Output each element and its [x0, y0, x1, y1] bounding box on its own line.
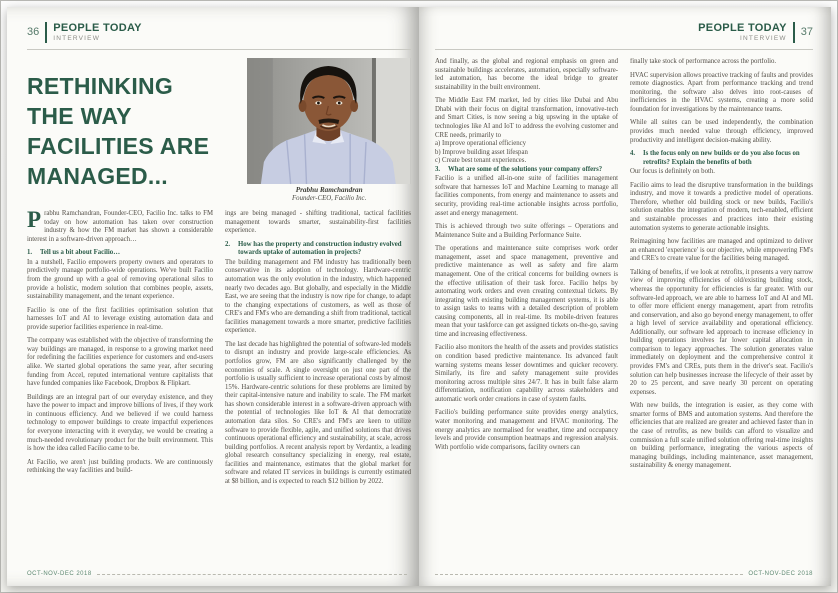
paragraph: While all suites can be used independently, the combination provides much needed value through efficiency, improved productivity and intelligent decision-making ability.: [630, 119, 813, 144]
left-page-header: [27, 17, 411, 47]
paragraph: At Facilio, we aren't just building products. We are continuously rethinking the way facilities and build-: [27, 458, 213, 475]
title-line: MANAGED...: [27, 162, 168, 189]
right-page-body: [435, 58, 813, 558]
paragraph: The Middle East FM market, led by cities like Dubai and Abu Dhabi with their focus on digital transformation, innovative-tech and Smart Cities, is now seeing a big upswing in the uptake of technologies like AI and IoT to address the evolving customer and CRE needs, primarily to: [435, 97, 618, 139]
footer-rule: [97, 574, 407, 575]
paragraph: The operations and maintenance suite comprises work order management, asset and space management, preventive and predictive maintenance as well as safety and fire alarm management. One of the critical concerns for building owners is the effective utilisation of their task force. Facilio helps by automating work orders and even creating contextual tickets. By integrating with existing building management systems, it is able to assign tasks to teams with a detailed description of problem causing components, all in real-time. Its mobile-driven features mean that your taskforce can get assigned tickets on-the-go, saving time and increasing effectiveness.: [435, 245, 618, 338]
magazine-name: PEOPLE TODAY: [53, 22, 142, 34]
header-divider: [793, 22, 795, 43]
issue-date: OCT-NOV-DEC 2018: [27, 571, 92, 577]
masthead: [698, 22, 787, 42]
paragraph: The last decade has highlighted the potential of software-led models to disrupt an industry and provide large-scale efficiencies. As portfolios grow, FM are also significantly challenged by the economies of scale. A single oversight on just one part of the portfolio is usually sufficient to increase operational costs by almost 15%. Hardware-centric solutions for these problems are limited by their capital-intensive nature and inability to scale. The FM market has shown considerable interest in a software-driven approach with the potential of technologies like IoT & AI that democratize automation data silos. So CRE's and FM's are keen to utilize software to provide flexible, agile, and unified solutions that drives continuous operational efficiency and sustainability, at scale, across building portfolios. A recent analysis report by Verdantix, a leading global research consultancy specializing in energy, real estate, facilities and maintenance, estimates that the global market for software and related IT services in buildings is currently estimated at $8 billion, and is expected to reach $12 billion by 2022.: [225, 340, 411, 485]
paragraph: Facilio is one of the first facilities optimisation solution that harnesses IoT and AI to leverage existing automation data and provide superior facilities experience in real-time.: [27, 306, 213, 331]
issue-date: OCT-NOV-DEC 2018: [748, 571, 813, 577]
text-column: [225, 210, 411, 486]
question-number: 1.: [27, 249, 33, 257]
paragraph: Facilio aims to lead the disruptive transformation in the buildings industry, and move it towards a predictive model of operations. Therefore, whether old building stock or new builds, Facilio's solution enables the integration of modern, tech-enabled, efficient and sustainable processes and practices into their existing automation systems to generate actionable insights.: [630, 181, 813, 232]
paragraph: Reimagining how facilities are managed and optimized to deliver an enhanced 'experience' is our objective, while empowering FM's and CRE's to create value for the facilities being managed.: [630, 238, 813, 263]
paragraph: In a nutshell, Facilio empowers property owners and operators to predictively manage portfolio-wide operations. We've built Facilio from the ground up with a goal of removing operational silos to provide a holistic, modern solution that combines people, assets, sustainability management, and the tenant experience.: [27, 258, 213, 301]
paragraph: With new builds, the integration is easier, as they come with smarter forms of BMS and automation systems. And therefore the efficiencies that are realized are greater and achieved faster than in the case of retrofits, as new builds can afford to visualize and commission a full scale unified solution offering real-time insights on building performance, integrating the various aspects of managing buildings, including maintenance, asset management, sustainability & energy management.: [630, 402, 813, 470]
paragraph: Facilio is a unified all-in-one suite of facilities management software that harnesses IoT and Machine Learning to manage all facilities components, from energy and maintenance to assets and security, providing real-time actionable insights across portfolio, asset and energy management.: [435, 175, 618, 217]
question-text: Is the focus only on new builds or do you also focus on retrofits? Explain the benefits of both: [643, 150, 800, 166]
intro-paragraph: Prabhu Ramchandran, Founder-CEO, Facilio Inc. talks to FM today on how automation has taken over construction industry & how the FM market has shown a considerable interest in a software-driven approach…: [27, 207, 213, 243]
text-column: [435, 58, 618, 452]
photo-caption-name: Prabhu Ramchandran: [295, 186, 363, 194]
photo-caption-role: Founder-CEO, Facilio Inc.: [292, 195, 367, 203]
paragraph: ings are being managed - shifting traditional, tactical facilities management towards smarter, sustainability-first facilities experience.: [225, 210, 411, 235]
paragraph: Talking of benefits, if we look at retrofits, it presents a very narrow view of improving efficiencies of old/existing building stock, whereas the opportunity for efficiencies is far greater. With our software-led approach, we are able to harness IoT and AI and ML to offer more efficient energy management, apart from retrofits and conservation, and also go beyond energy management, to offer a high level of service availability and operational efficiency. Additionally, our software led approach to increase efficiency in building operations involves far lower capital allocation in comparison to legacy approaches. The solution generates value immediately on deployment and the comprehensive control it provides FM's and CREs, puts them in the driver's seat. Facilio's solution can help businesses increase the lifecycle of their asset by 20 to 25 percent, and save nearly 30 percent on operating expenses.: [630, 268, 813, 396]
masthead: [53, 22, 142, 42]
question-heading: [435, 166, 618, 175]
left-page-footer: [27, 571, 407, 577]
title-block: [27, 58, 213, 210]
paragraph: The company was established with the objective of transforming the way buildings are managed, in response to a growing market need for redefining the facilities experience for customers and end-users alike. We started global operations the same year, after securing funding from Accel, reputed international venture capitalists that have funded companies like Facebook, Dropbox & Flipkart.: [27, 337, 213, 388]
question-number: 3.: [435, 165, 441, 173]
paragraph: finally take stock of performance across the portfolio.: [630, 58, 777, 65]
right-column-1: [435, 58, 618, 558]
question-number: 4.: [630, 150, 636, 158]
right-page-number: 37: [800, 26, 813, 38]
left-page-body: [27, 58, 411, 558]
header-rule: [27, 49, 411, 50]
question-number: 2.: [225, 240, 231, 248]
article-title: [27, 72, 213, 192]
title-line: THE WAY: [27, 102, 132, 129]
paragraph: Facilio also monitors the health of the assets and provides statistics on condition based predictive maintenance. Its advanced fault warning systems means lesser downtimes and quicker recovery. Similarly, its fire and safety management suite provides monitoring across multiple sites 24/7. It has in built false alarm differentiation, notification capability across stakeholders and automatic work order creations in case of system faults.: [435, 344, 618, 403]
text-column: [27, 207, 213, 476]
list-item: b) Improve building asset lifespan: [435, 148, 528, 156]
paragraph: Facilio's building performance suite provides energy analytics, water monitoring and management and HVAC monitoring. The energy analytics are normalised for weather, time and occupancy levels and provide consumption heatmaps and regression analysis. With portfolio wide comparisons, facility owners can: [435, 409, 618, 451]
paragraph: This is achieved through two suite offerings – Operations and Maintenance Suite and a Building Performance Suite.: [435, 223, 618, 239]
right-column-2: [630, 58, 813, 558]
portrait-figure: [225, 58, 411, 210]
paragraph: The building management and FM industry has traditionally been conservative in its adoption of technology. Hardware-centric automation was the only evolution in the industry, which happened nearly two decades ago. But globally, and especially in the Middle East, we are seeing that the industry is now ripe for change, to adapt to the changing expectations of customers, as well as those of CRE's and FM's who are demanding a shift from traditional, tactical facilities management towards a more smarter, predictive facilities experience.: [225, 258, 411, 335]
right-page-footer: [435, 571, 813, 577]
paragraph: Our focus is definitely on both.: [630, 168, 715, 176]
footer-rule: [435, 574, 743, 575]
drop-cap: P: [27, 207, 42, 232]
question-heading: [27, 249, 213, 258]
header-divider: [45, 22, 47, 43]
page-37: [419, 7, 831, 586]
left-column-2: [225, 58, 411, 558]
paragraph: Buildings are an integral part of our everyday existence, and they have the power to impact and improve billions of lives, if they work in continuous efficiency. And we believed if we could harness technology to empower buildings to create impactful experiences for everyone interacting with it everyday, we would be creating a much-needed revolutionary product for the built environment. This is how the idea called Facilio came to be.: [27, 393, 213, 453]
question-text: Tell us a bit about Facilio…: [40, 249, 121, 257]
question-text: How has the property and construction industry evolved towards uptake of automation in projects?: [238, 240, 402, 257]
portrait-photo: [247, 58, 411, 184]
list-item: c) Create best tenant experiences.: [435, 157, 527, 165]
title-line: FACILITIES ARE: [27, 132, 210, 159]
spread: [7, 7, 831, 586]
magazine-section: INTERVIEW: [739, 35, 787, 42]
paragraph: HVAC supervision allows proactive tracking of faults and provides remote diagnostics. Apart from performance tracking and trend monitoring, the software also delves into root-causes of inefficiencies in the HVAC systems, creating a more solid foundation for investigations by the maintenance teams.: [630, 71, 813, 113]
left-column-1: [27, 58, 213, 558]
right-page-header: [435, 17, 813, 47]
title-line: RETHINKING: [27, 73, 174, 99]
magazine-name: PEOPLE TODAY: [698, 22, 787, 34]
left-page-number: 36: [27, 26, 40, 38]
header-rule: [435, 49, 813, 50]
question-heading: [225, 241, 411, 258]
question-heading: [630, 150, 813, 167]
page-36: [7, 7, 419, 586]
text-column: [630, 58, 813, 471]
paragraph: And finally, as the global and regional emphasis on green and sustainable buildings accelerates, automation, especially software-led automation, has become the ideal bridge to greater sustainability in the built environment.: [435, 58, 618, 91]
list-item: a) Improve operational efficiency: [435, 140, 527, 148]
photo-caption: [247, 186, 411, 204]
question-text: What are some of the solutions your company offers?: [448, 165, 603, 173]
magazine-section: INTERVIEW: [53, 35, 101, 42]
